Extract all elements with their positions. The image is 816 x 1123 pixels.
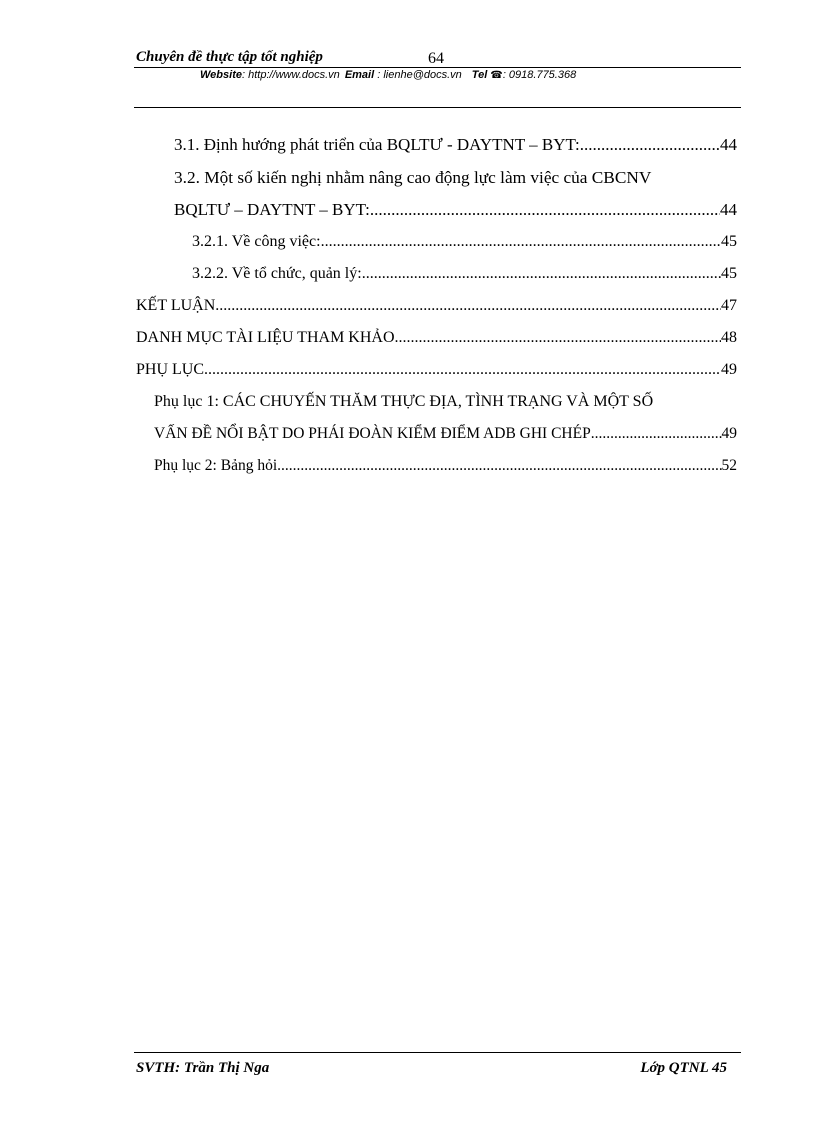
toc-entry-page: 49 — [721, 425, 737, 442]
toc-leader-dots — [362, 262, 721, 286]
toc-entry-page: 49 — [721, 361, 737, 378]
tel-label: Tel — [471, 69, 488, 81]
toc-entry-page: 52 — [721, 457, 737, 474]
toc-entry-3-1 — [174, 133, 737, 157]
email-value: : lienhe@docs.vn — [374, 69, 462, 81]
footer-class-name: Lớp QTNL 45 — [640, 1060, 727, 1076]
footer-student-name: SVTH: Trần Thị Nga — [136, 1060, 270, 1076]
header-page-number: 64 — [428, 50, 444, 67]
toc-entry-phu-luc-1 — [154, 422, 737, 446]
toc-entry-3-2 — [174, 198, 737, 222]
toc-entry-label: KẾT LUẬN — [136, 297, 216, 314]
toc-entry-label: Phụ lục 2: Bảng hỏi — [154, 457, 278, 474]
toc-entry-label: BQLTƯ – DAYTNT – BYT: — [174, 200, 370, 219]
phone-icon: ☎ — [490, 70, 503, 81]
toc-entry-page: 45 — [721, 233, 737, 250]
toc-entry-3-2-2 — [192, 262, 737, 286]
header-title-row — [134, 48, 741, 68]
website-label: Website — [200, 69, 242, 81]
toc-leader-dots — [395, 326, 721, 350]
toc-entry-label: VẤN ĐỀ NỔI BẬT DO PHÁI ĐOÀN KIỂM ĐIỂM ADB GHI CHÉP — [154, 425, 591, 442]
toc-entry-ket-luan — [136, 294, 737, 318]
toc-entry-label: 3.2.2. Về tổ chức, quản lý: — [192, 265, 362, 282]
header-contact-row — [134, 68, 741, 82]
toc-entry-3-2-1 — [192, 230, 737, 254]
toc-leader-dots — [370, 198, 720, 222]
toc-leader-dots — [204, 358, 721, 382]
toc-entry-phu-luc-2 — [154, 454, 737, 478]
email-label: Email — [344, 69, 375, 81]
page-footer — [134, 1052, 741, 1083]
tel-value: : 0918.775.368 — [502, 69, 577, 81]
page-header — [134, 48, 741, 82]
toc-entry-label: 3.2.1. Về công việc: — [192, 233, 321, 250]
toc-entry-page: 47 — [721, 297, 737, 314]
toc-leader-dots — [321, 230, 721, 254]
toc-entry-page: 48 — [721, 329, 737, 346]
toc-entry-phu-luc — [136, 358, 737, 382]
toc-leader-dots — [277, 454, 721, 478]
toc-entry-page: 44 — [720, 200, 737, 219]
toc-entry-3-2-line1: 3.2. Một số kiến nghị nhằm nâng cao động lực làm việc của CBCNV — [174, 168, 652, 187]
header-divider — [134, 107, 741, 108]
toc-entry-page: 44 — [720, 135, 737, 154]
toc-entry-label: 3.1. Định hướng phát triển của BQLTƯ - DAYTNT – BYT: — [174, 135, 580, 154]
toc-entry-danh-muc — [136, 326, 737, 350]
toc-leader-dots — [215, 294, 721, 318]
toc-entry-page: 45 — [721, 265, 737, 282]
toc-entry-label: DANH MỤC TÀI LIỆU THAM KHẢO — [136, 329, 395, 346]
toc-entry-label: PHỤ LỤC — [136, 361, 205, 378]
toc-entry-phu-luc-1-line1: Phụ lục 1: CÁC CHUYẾN THĂM THỰC ĐỊA, TÌNH TRẠNG VÀ MỘT SỐ — [154, 393, 654, 410]
header-title: Chuyên đề thực tập tốt nghiệp — [136, 49, 323, 65]
toc-leader-dots — [591, 422, 722, 446]
website-value: : http://www.docs.vn — [241, 69, 340, 81]
toc-leader-dots — [580, 133, 720, 157]
